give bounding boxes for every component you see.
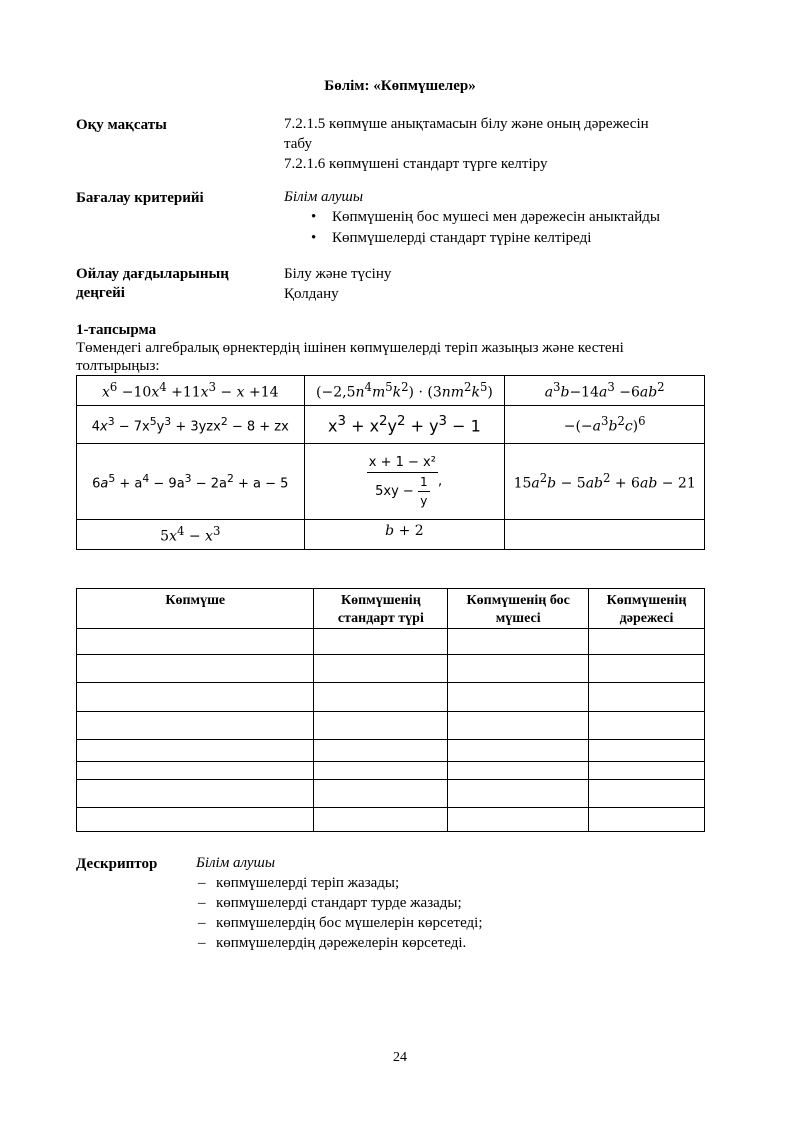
fraction-comma: , [437,474,443,489]
page-title: Бөлім: «Көпмүшелер» [324,78,476,94]
column-header-degree: Көпмүшенің дәрежесі [589,589,705,629]
descriptor-item: – көпмүшелерді стандарт турде жазады; [196,893,656,913]
answer-cell[interactable] [77,629,314,655]
answer-cell[interactable] [314,740,448,762]
expression-cell: $15a^2b - 5ab^2 + 6ab - 21$ [505,444,705,520]
thinking-levels [284,264,391,304]
answer-cell[interactable] [77,780,314,808]
learning-goal-line: 7.2.1.5 көпмүше анықтамасын білу және оның дәрежесін [284,116,649,132]
answer-cell[interactable] [448,808,589,832]
answer-cell[interactable] [589,712,705,740]
task-text-line: толтырыңыз: [76,358,160,374]
expression-cell: $5x^4 - x^3$ [77,520,305,550]
expression-cell: $(-2,5n^4m^5k^2) \cdot (3nm^2k^5)$ [304,376,505,406]
thinking-label-line: Ойлау дағдыларының [76,266,229,282]
criteria-intro: Білім алушы [284,189,364,205]
task-text-line: Төмендегі алгебралық өрнектердің ішінен көпмүшелерді теріп жазыңыз және кестені [76,340,624,356]
expression-cell [304,444,505,520]
criteria-text [284,187,724,249]
fraction-expression [367,455,438,508]
task-title: 1-тапсырма [76,322,157,338]
page-number: 24 [393,1050,407,1065]
thinking-label-line: деңгейі [76,285,125,301]
learning-goal-text [284,114,649,174]
denominator-text: 5xy − [375,484,414,499]
expression-cell-empty [505,520,705,550]
expression-cell: b + 2 [304,520,505,550]
expression-cell: $a^3b-14a^3 -6ab^2$ [505,376,705,406]
expressions-table [76,375,705,550]
answer-cell[interactable] [448,629,589,655]
answer-cell[interactable] [448,740,589,762]
descriptor-text [196,853,656,953]
descriptor-item: – көпмүшелердің дәрежелерін көрсетеді. [196,933,656,953]
answer-cell[interactable] [589,762,705,780]
answer-cell[interactable] [77,655,314,683]
answer-cell[interactable] [448,683,589,712]
answer-cell[interactable] [589,683,705,712]
descriptor-item: – көпмүшелердің бос мүшелерін көрсетеді; [196,913,656,933]
learning-goal-line: 7.2.1.6 көпмүшені стандарт түрге келтіру [284,156,548,172]
answer-cell[interactable] [77,762,314,780]
answer-cell[interactable] [314,780,448,808]
thinking-level: Білу және түсіну [284,266,392,282]
descriptor-intro: Білім алушы [196,855,276,871]
thinking-level: Қолдану [284,286,339,302]
answer-cell[interactable] [448,712,589,740]
expression-cell: $4x^3 - 7x^5y^3 + 3yzx^2 - 8$ + zx [77,406,305,444]
answer-cell[interactable] [77,808,314,832]
criteria-item: • Көпмүшенің бос мушесі мен дәрежесін аныктайды [284,207,724,228]
expression-cell: $x^3 + x^2y^2 + y^3 - 1$ [304,406,505,444]
criteria-item: • Көпмүшелерді стандарт түріне келтіреді [284,228,724,249]
descriptor-list [196,873,656,953]
answer-cell[interactable] [448,762,589,780]
inner-denominator: y [420,494,428,508]
descriptor-label: Дескриптор [76,856,158,872]
criteria-list [284,207,724,249]
answer-cell[interactable] [589,629,705,655]
answer-cell[interactable] [314,683,448,712]
thinking-label [76,265,229,303]
fraction-numerator: x + 1 − x² [367,455,438,473]
inner-fraction [418,475,430,508]
learning-goal-label: Оқу мақсаты [76,117,167,133]
answer-cell[interactable] [77,683,314,712]
answer-table [76,588,705,832]
answer-cell[interactable] [589,655,705,683]
fraction-denominator [367,473,438,508]
answer-cell[interactable] [589,740,705,762]
criteria-label: Бағалау критерийі [76,190,204,206]
answer-cell[interactable] [448,655,589,683]
column-header-constant-term: Көпмүшенің бос мүшесі [448,589,589,629]
inner-numerator: 1 [418,475,430,492]
answer-cell[interactable] [448,780,589,808]
column-header-polynomial: Көпмүше [77,589,314,629]
task-text [76,339,716,375]
expression-cell: $6a^5 + a^4 - 9a^3 - 2a^2 + a - 5$ [77,444,305,520]
answer-cell[interactable] [77,740,314,762]
answer-cell[interactable] [314,629,448,655]
answer-cell[interactable] [589,808,705,832]
answer-cell[interactable] [314,808,448,832]
learning-goal-line: табу [284,136,312,152]
answer-cell[interactable] [314,655,448,683]
expression-cell: $x^6 -10x^4 +11x^3 - x +14$ [77,376,305,406]
expression-cell: $-(-a^3b^2c)^6$ [505,406,705,444]
column-header-standard-form: Көпмүшенің стандарт түрі [314,589,448,629]
answer-cell[interactable] [77,712,314,740]
answer-cell[interactable] [589,780,705,808]
descriptor-item: – көпмүшелерді теріп жазады; [196,873,656,893]
answer-cell[interactable] [314,762,448,780]
answer-cell[interactable] [314,712,448,740]
